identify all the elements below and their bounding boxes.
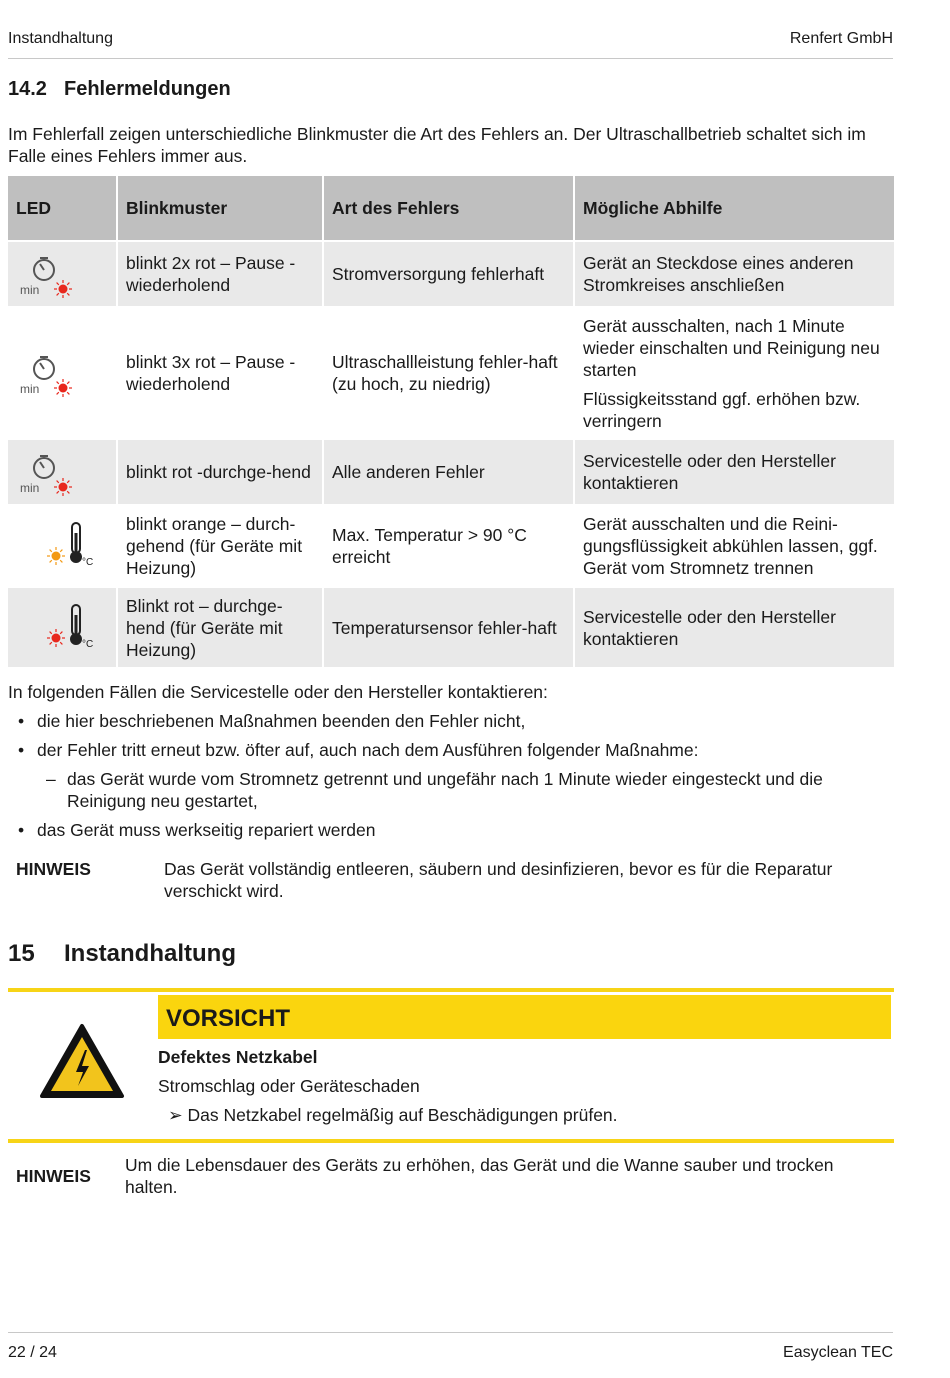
list-intro: In folgenden Fällen die Servicestelle oder den Hersteller kontaktieren: [8,682,548,702]
list-item [8,819,898,841]
pattern-cell: blinkt 2x rot – Pause - wiederholend [117,241,323,307]
led-cell [8,505,117,587]
remedy-text: Gerät ausschalten und die Reini-gungsflüssigkeit abkühlen lassen, ggf. Gerät vom Stromnetz trennen [583,514,878,578]
hazard-consequence: Stromschlag oder Geräteschaden [158,1076,420,1096]
section-title: Fehlermeldungen [64,78,231,100]
error-cell: Max. Temperatur > 90 °C erreicht [323,505,574,587]
bullet-marker: • [18,711,25,731]
led-cell [8,587,117,667]
led-cell [8,307,117,439]
table-row [8,241,894,307]
remedy-text: Servicestelle oder den Hersteller kontaktieren [583,451,836,493]
section-number: 14.2 [8,78,47,100]
section-heading-errors [8,78,231,101]
timer-min-red-led-icon [18,247,78,301]
pattern-cell: blinkt rot -durchge-hend [117,439,323,505]
column-header-pattern: Blinkmuster [117,176,323,241]
bullet-marker: • [18,820,25,840]
pattern-cell: blinkt orange – durch-gehend (für Geräte mit Heizung) [117,505,323,587]
action-text: Das Netzkabel regelmäßig auf Beschädigungen prüfen. [187,1105,618,1125]
svg-text:min: min [20,481,40,495]
column-header-error: Art des Fehlers [323,176,574,241]
contact-service-list [8,681,898,841]
table-row [8,587,894,667]
list-item-text: das Gerät muss werkseitig repariert werden [37,820,376,840]
section-title: Instandhaltung [64,940,236,967]
svg-text:min: min [20,382,40,396]
column-header-led: LED [8,176,117,241]
high-voltage-warning-icon [38,1022,126,1102]
remedy-text: Gerät ausschalten, nach 1 Minute wieder einschalten und Reinigung neu starten [583,315,880,380]
page-header [8,28,893,59]
svg-text:min: min [20,283,40,297]
table-header-row [8,176,894,241]
note-lifetime [16,1154,896,1200]
section-number: 15 [8,940,35,967]
table-row [8,505,894,587]
list-item-text: der Fehler tritt erneut bzw. öfter auf, auch nach dem Ausführen folgender Maßnahme: [37,740,699,760]
header-chapter: Instandhaltung [8,30,113,47]
thermometer-red-led-icon [36,601,116,655]
remedy-cell [574,587,894,667]
list-item-text: das Gerät wurde vom Stromnetz getrennt und ungefähr nach 1 Minute wieder eingesteckt und die Reinigung neu gestartet, [67,769,823,811]
note-text: Das Gerät vollständig entleeren, säubern und desinfizieren, bevor es für die Reparatur verschickt wird. [164,859,833,901]
error-cell: Alle anderen Fehler [323,439,574,505]
remedy-text: Flüssigkeitsstand ggf. erhöhen bzw. verringern [583,388,861,431]
sub-list-item [8,768,898,812]
dash-marker: – [46,769,56,789]
intro-paragraph: Im Fehlerfall zeigen unterschiedliche Blinkmuster die Art des Fehlers an. Der Ultraschallbetrieb schaltet sich im Falle eines Fehlers immer aus. [8,124,866,166]
remedy-cell [574,439,894,505]
pattern-cell: blinkt 3x rot – Pause - wiederholend [117,307,323,439]
note-label: HINWEIS [16,1166,91,1186]
remedy-cell [574,505,894,587]
hazard-title: Defektes Netzkabel [158,1047,318,1067]
table-row [8,307,894,439]
warning-box [8,988,894,1143]
page-footer [8,1332,893,1361]
page-number: 22 / 24 [8,1344,57,1361]
error-cell: Stromversorgung fehlerhaft [323,241,574,307]
timer-min-red-led-icon [18,346,78,400]
svg-text:°C: °C [82,638,94,650]
error-cell: Ultraschallleistung fehler-haft (zu hoch, zu niedrig) [323,307,574,439]
note-text: Um die Lebensdauer des Geräts zu erhöhen, das Gerät und die Wanne sauber und trocken halten. [125,1155,834,1197]
remedy-text: Gerät an Steckdose eines anderen Stromkreises anschließen [583,253,854,295]
pattern-cell: Blinkt rot – durchge-hend (für Geräte mit Heizung) [117,587,323,667]
remedy-text: Servicestelle oder den Hersteller kontaktieren [583,606,836,649]
bullet-marker: • [18,740,25,760]
error-table [8,176,894,667]
led-cell [8,241,117,307]
signal-word-band [158,995,891,1039]
header-company: Renfert GmbH [789,30,893,47]
list-item-text: die hier beschriebenen Maßnahmen beenden den Fehler nicht, [37,711,526,731]
product-name: Easyclean TEC [783,1344,893,1361]
svg-text:°C: °C [82,557,94,568]
timer-min-red-led-icon [18,445,78,499]
note-label: HINWEIS [16,859,91,879]
thermometer-orange-led-icon [36,519,116,573]
led-cell [8,439,117,505]
column-header-remedy: Mögliche Abhilfe [574,176,894,241]
arrow-icon: ➢ [168,1105,183,1125]
error-cell: Temperatursensor fehler-haft [323,587,574,667]
table-row [8,439,894,505]
signal-word: VORSICHT [166,1005,291,1032]
hazard-action [168,1105,618,1126]
note-repair [16,858,896,904]
remedy-cell [574,241,894,307]
section-heading-maintenance [8,940,236,968]
remedy-cell [574,307,894,439]
list-item [8,739,898,761]
list-item [8,710,898,732]
